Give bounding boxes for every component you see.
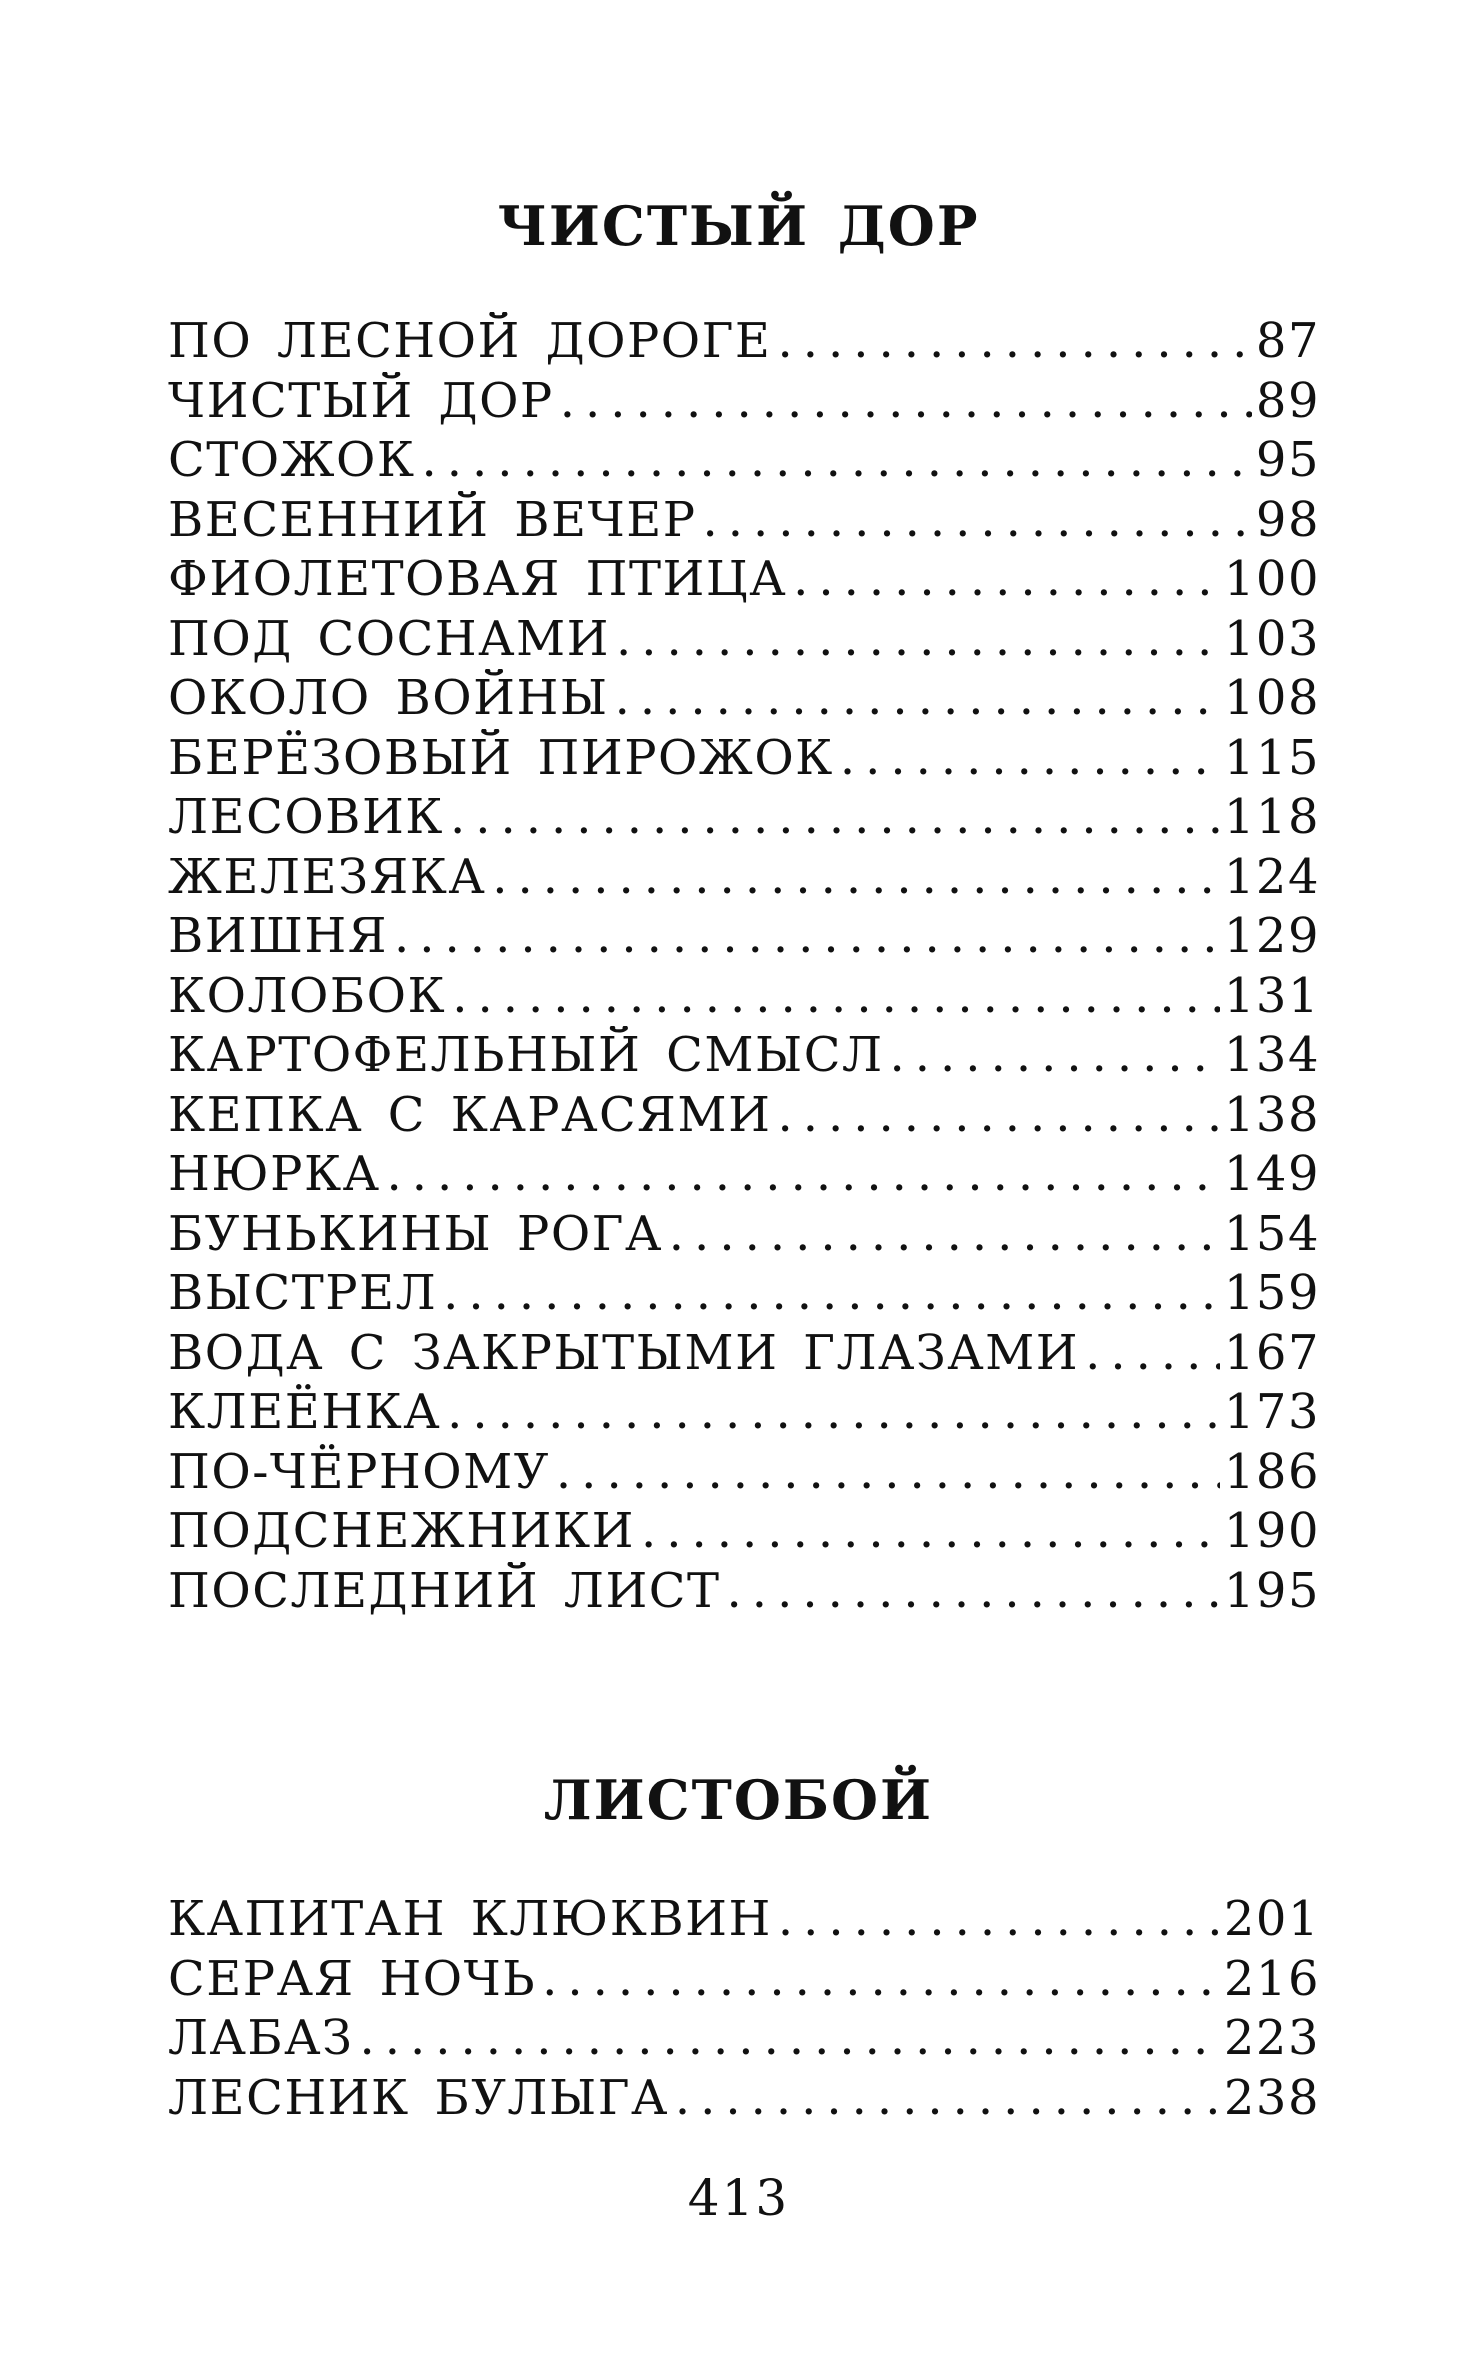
toc-entry-title: СЕРАЯ НОЧЬ [168, 1950, 537, 2007]
toc-entry-page: 238 [1223, 2069, 1320, 2126]
dot-leader [615, 669, 1220, 729]
dot-leader [450, 788, 1220, 848]
toc-entry-page: 98 [1255, 491, 1320, 548]
toc-entry [168, 491, 1320, 551]
toc-entry [168, 1086, 1320, 1146]
toc-entry-title: ЖЕЛЕЗЯКА [168, 848, 487, 905]
toc-entry-title: ЛЕСОВИК [168, 789, 444, 845]
toc-entry [168, 1026, 1320, 1086]
toc-entry [168, 1145, 1320, 1205]
toc-entry [168, 1950, 1320, 2010]
toc-entry [168, 907, 1320, 967]
dot-leader [840, 729, 1220, 789]
toc-list [168, 1890, 1320, 2128]
toc-entry-title: ВОДА С ЗАКРЫТЫМИ ГЛАЗАМИ [168, 1324, 1080, 1381]
toc-entry-page: 124 [1223, 848, 1320, 905]
toc-entry-title: ПОДСНЕЖНИКИ [168, 1503, 636, 1559]
dot-leader [703, 491, 1252, 551]
toc-entry-page: 100 [1223, 551, 1320, 607]
dot-leader [560, 372, 1252, 432]
toc-entry-page: 190 [1223, 1503, 1320, 1559]
toc-entry [168, 788, 1320, 848]
toc-entry-title: ФИОЛЕТОВАЯ ПТИЦА [168, 551, 788, 607]
toc-entry [168, 669, 1320, 729]
dot-leader [386, 1145, 1219, 1205]
toc-entry [168, 1383, 1320, 1443]
toc-list [168, 312, 1320, 1621]
toc-entry [168, 1502, 1320, 1562]
dot-leader [793, 550, 1220, 610]
toc-entry-title: ЛАБАЗ [168, 2010, 354, 2066]
toc-entry [168, 1890, 1320, 1950]
toc-entry-page: 138 [1223, 1086, 1320, 1143]
dot-leader [447, 1383, 1220, 1443]
toc-entry [168, 1205, 1320, 1265]
toc-entry-page: 173 [1223, 1384, 1320, 1440]
toc-entry-title: КЕПКА С КАРАСЯМИ [168, 1086, 772, 1143]
toc-entry-title: КОЛОБОК [168, 967, 447, 1024]
dot-leader [777, 1086, 1219, 1146]
toc-entry-title: ВИШНЯ [168, 908, 389, 964]
toc-entry-page: 186 [1223, 1443, 1320, 1500]
toc-entry [168, 431, 1320, 491]
toc-entry [168, 1264, 1320, 1324]
toc-entry [168, 2069, 1320, 2129]
toc-entry-page: 118 [1223, 789, 1320, 845]
dot-leader [1085, 1324, 1220, 1384]
toc-entry-title: ВЕСЕННИЙ ВЕЧЕР [168, 491, 697, 548]
toc-entry-title: ПО-ЧЁРНОМУ [168, 1443, 550, 1500]
toc-entry-page: 154 [1223, 1205, 1320, 1262]
toc-entry-page: 131 [1223, 967, 1320, 1024]
toc-entry-page: 87 [1255, 313, 1320, 369]
toc-entry-page: 216 [1223, 1950, 1320, 2007]
toc-entry-title: НЮРКА [168, 1146, 381, 1202]
dot-leader [727, 1562, 1220, 1622]
page-number: 413 [687, 2169, 790, 2227]
toc-entry [168, 2009, 1320, 2069]
toc-entry-title: ОКОЛО ВОЙНЫ [168, 670, 609, 726]
toc-entry [168, 1443, 1320, 1503]
toc-entry-page: 129 [1223, 908, 1320, 964]
toc-entry-title: БУНЬКИНЫ РОГА [168, 1205, 663, 1262]
toc-entry-title: ВЫСТРЕЛ [168, 1265, 438, 1321]
dot-leader [359, 2009, 1219, 2069]
toc-entry-page: 103 [1223, 610, 1320, 667]
toc-entry-page: 201 [1223, 1891, 1320, 1947]
dot-leader [556, 1443, 1220, 1503]
dot-leader [616, 610, 1220, 670]
toc-entry-page: 95 [1255, 432, 1320, 488]
dot-leader [452, 967, 1220, 1027]
toc-entry-title: КАРТОФЕЛЬНЫЙ СМЫСЛ [168, 1027, 884, 1083]
toc-entry-title: ПОД СОСНАМИ [168, 610, 611, 667]
toc-entry [168, 372, 1320, 432]
toc-entry [168, 610, 1320, 670]
toc-entry-title: ПО ЛЕСНОЙ ДОРОГЕ [168, 313, 772, 369]
toc-entry-page: 195 [1223, 1562, 1320, 1619]
toc-entry [168, 1324, 1320, 1384]
toc-entry [168, 729, 1320, 789]
toc-entry-title: КЛЕЁНКА [168, 1384, 442, 1440]
dot-leader [443, 1264, 1220, 1324]
dot-leader [641, 1502, 1220, 1562]
toc-entry-title: ЛЕСНИК БУЛЫГА [168, 2069, 669, 2126]
toc-entry [168, 550, 1320, 610]
toc-entry [168, 1562, 1320, 1622]
dot-leader [890, 1026, 1220, 1086]
toc-entry-title: ЧИСТЫЙ ДОР [168, 372, 554, 429]
dot-leader [542, 1950, 1220, 2010]
dot-leader [669, 1205, 1220, 1265]
toc-entry-page: 89 [1255, 372, 1320, 429]
section-title: ЛИСТОБОЙ [543, 1768, 934, 1832]
toc-entry [168, 967, 1320, 1027]
toc-entry-title: СТОЖОК [168, 432, 416, 488]
toc-entry-page: 115 [1223, 729, 1320, 786]
toc-entry-page: 167 [1223, 1324, 1320, 1381]
toc-entry-page: 159 [1223, 1265, 1320, 1321]
dot-leader [492, 848, 1220, 908]
dot-leader [778, 1890, 1220, 1950]
section-title: ЧИСТЫЙ ДОР [497, 194, 980, 258]
toc-entry-page: 149 [1223, 1146, 1320, 1202]
toc-entry-title: БЕРЁЗОВЫЙ ПИРОЖОК [168, 729, 834, 786]
dot-leader [675, 2069, 1220, 2129]
dot-leader [394, 907, 1220, 967]
toc-entry-page: 134 [1223, 1027, 1320, 1083]
toc-entry [168, 312, 1320, 372]
toc-entry-title: ПОСЛЕДНИЙ ЛИСТ [168, 1562, 721, 1619]
toc-entry-page: 223 [1223, 2010, 1320, 2066]
dot-leader [777, 312, 1251, 372]
toc-entry-title: КАПИТАН КЛЮКВИН [168, 1891, 772, 1947]
toc-entry [168, 848, 1320, 908]
toc-entry-page: 108 [1223, 670, 1320, 726]
dot-leader [422, 431, 1252, 491]
